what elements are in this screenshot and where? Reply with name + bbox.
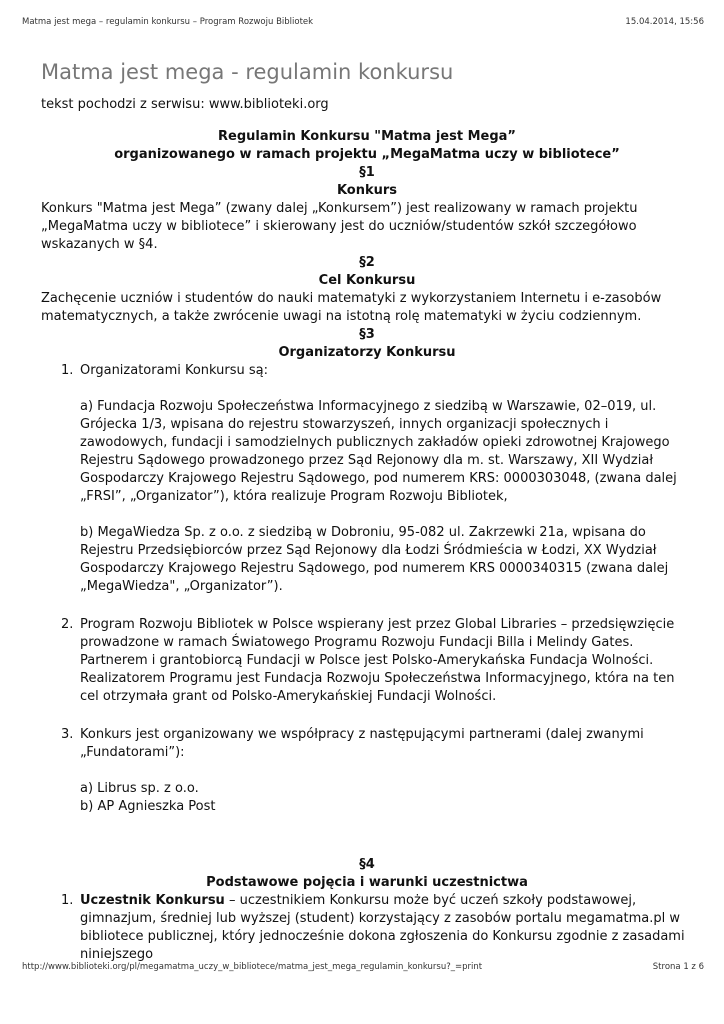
list-item <box>41 616 693 706</box>
document-content <box>41 58 693 964</box>
list-item-text <box>80 892 693 964</box>
section-1-text: Konkurs "Matma jest Mega” (zwany dalej „Konkursem”) jest realizowany w ramach projektu „MegaMatma uczy w bibliotece” i skierowany jest do uczniów/studentów szkół szczegółowo wskazanych w §4. <box>41 201 638 252</box>
list-item-number: 1. <box>61 363 74 378</box>
print-footer-page-number: Strona 1 z 6 <box>652 962 704 972</box>
regulation-heading <box>41 128 693 200</box>
section-3-list <box>41 362 693 816</box>
section-2-title: Cel Konkursu <box>318 273 416 288</box>
section-2-heading <box>41 254 693 290</box>
regulation-heading-line2: organizowanego w ramach projektu „MegaMatma uczy w bibliotece” <box>114 147 620 162</box>
section-4-heading <box>41 856 693 892</box>
partner-b: b) AP Agnieszka Post <box>80 799 216 814</box>
list-item-number: 1. <box>61 893 74 908</box>
section-1-number: §1 <box>359 165 375 180</box>
section-3-title: Organizatorzy Konkursu <box>278 345 456 360</box>
list-item <box>41 892 693 964</box>
list-item-text: Program Rozwoju Bibliotek w Polsce wspierany jest przez Global Libraries – przedsięwzięcie prowadzone w ramach Światowego Programu Rozwoju Fundacji Billa i Melindy Gates. Partnerem i grantobiorcą Fundacji w Polsce jest Polsko-Amerykańska Fundacja Wolności. Realizatorem Programu jest Fundacja Rozwoju Społeczeństwa Informacyjnego, która na ten cel otrzymała grant od Polsko-Amerykańskiej Fundacji Wolności. <box>80 617 675 704</box>
print-footer-url: http://www.biblioteki.org/pl/megamatma_uczy_w_bibliotece/matma_jest_mega_regulamin_konkursu?_=print <box>22 962 483 972</box>
organizer-b: b) MegaWiedza Sp. z o.o. z siedzibą w Dobroniu, 95-082 ul. Zakrzewki 21a, wpisana do Rejestru Przedsiębiorców przez Sąd Rejonowy dla Łodzi Śródmieścia w Łodzi, XX Wydział Gospodarczy Krajowego Rejestru Sądowego, pod numerem KRS 0000340315 (zwana dalej „MegaWiedza", „Organizator”). <box>80 525 669 594</box>
list-item <box>41 362 693 596</box>
term-participant: Uczestnik Konkursu <box>80 893 225 908</box>
list-item-text: Organizatorami Konkursu są: <box>80 363 269 378</box>
partner-a: a) Librus sp. z o.o. <box>80 781 199 796</box>
section-4-number: §4 <box>359 857 375 872</box>
list-item-number: 2. <box>61 617 74 632</box>
section-2-number: §2 <box>359 255 375 270</box>
section-2-text: Zachęcenie uczniów i studentów do nauki matematyki z wykorzystaniem Internetu i e-zasobów matematycznych, a także zwrócenie uwagi na istotną rolę matematyki w życiu codziennym. <box>41 291 662 324</box>
section-4-title: Podstawowe pojęcia i warunki uczestnictwa <box>206 875 528 890</box>
print-header-title: Matma jest mega – regulamin konkursu – Program Rozwoju Bibliotek <box>22 17 314 27</box>
section-3-heading <box>41 326 693 362</box>
print-header-datetime: 15.04.2014, 15:56 <box>625 17 704 27</box>
list-item-number: 3. <box>61 727 74 742</box>
list-item-text: Konkurs jest organizowany we współpracy z następującymi partnerami (dalej zwanymi „Fundatorami”): <box>80 727 644 760</box>
section-3-number: §3 <box>359 327 375 342</box>
term-participant-definition: – uczestnikiem Konkursu może być uczeń szkoły podstawowej, gimnazjum, średniej lub wyższej (student) korzystający z zasobów portalu megamatma.pl w bibliotece publicznej, który jednocześnie dokona zgłoszenia do Konkursu zgodnie z zasadami niniejszego <box>80 893 685 962</box>
section-1-title: Konkurs <box>336 183 398 198</box>
page-title: Matma jest mega - regulamin konkursu <box>41 60 454 84</box>
list-item <box>41 726 693 816</box>
section-4-list <box>41 892 693 964</box>
regulation-heading-line1: Regulamin Konkursu "Matma jest Mega” <box>218 129 516 144</box>
source-note: tekst pochodzi z serwisu: www.biblioteki.org <box>41 97 329 112</box>
organizer-a: a) Fundacja Rozwoju Społeczeństwa Informacyjnego z siedzibą w Warszawie, 02–019, ul. Grójecka 1/3, wpisana do rejestru stowarzyszeń, innych organizacji społecznych i zawodowych, fundacji i samodzielnych publicznych zakładów opieki zdrowotnej Krajowego Rejestru Sądowego prowadzonego przez Sąd Rejonowy dla m. st. Warszawy, XII Wydział Gospodarczy Krajowego Rejestru Sądowego, pod numerem KRS: 0000303048, (zwana dalej „FRSI”, „Organizator”), która realizuje Program Rozwoju Bibliotek, <box>80 399 677 504</box>
